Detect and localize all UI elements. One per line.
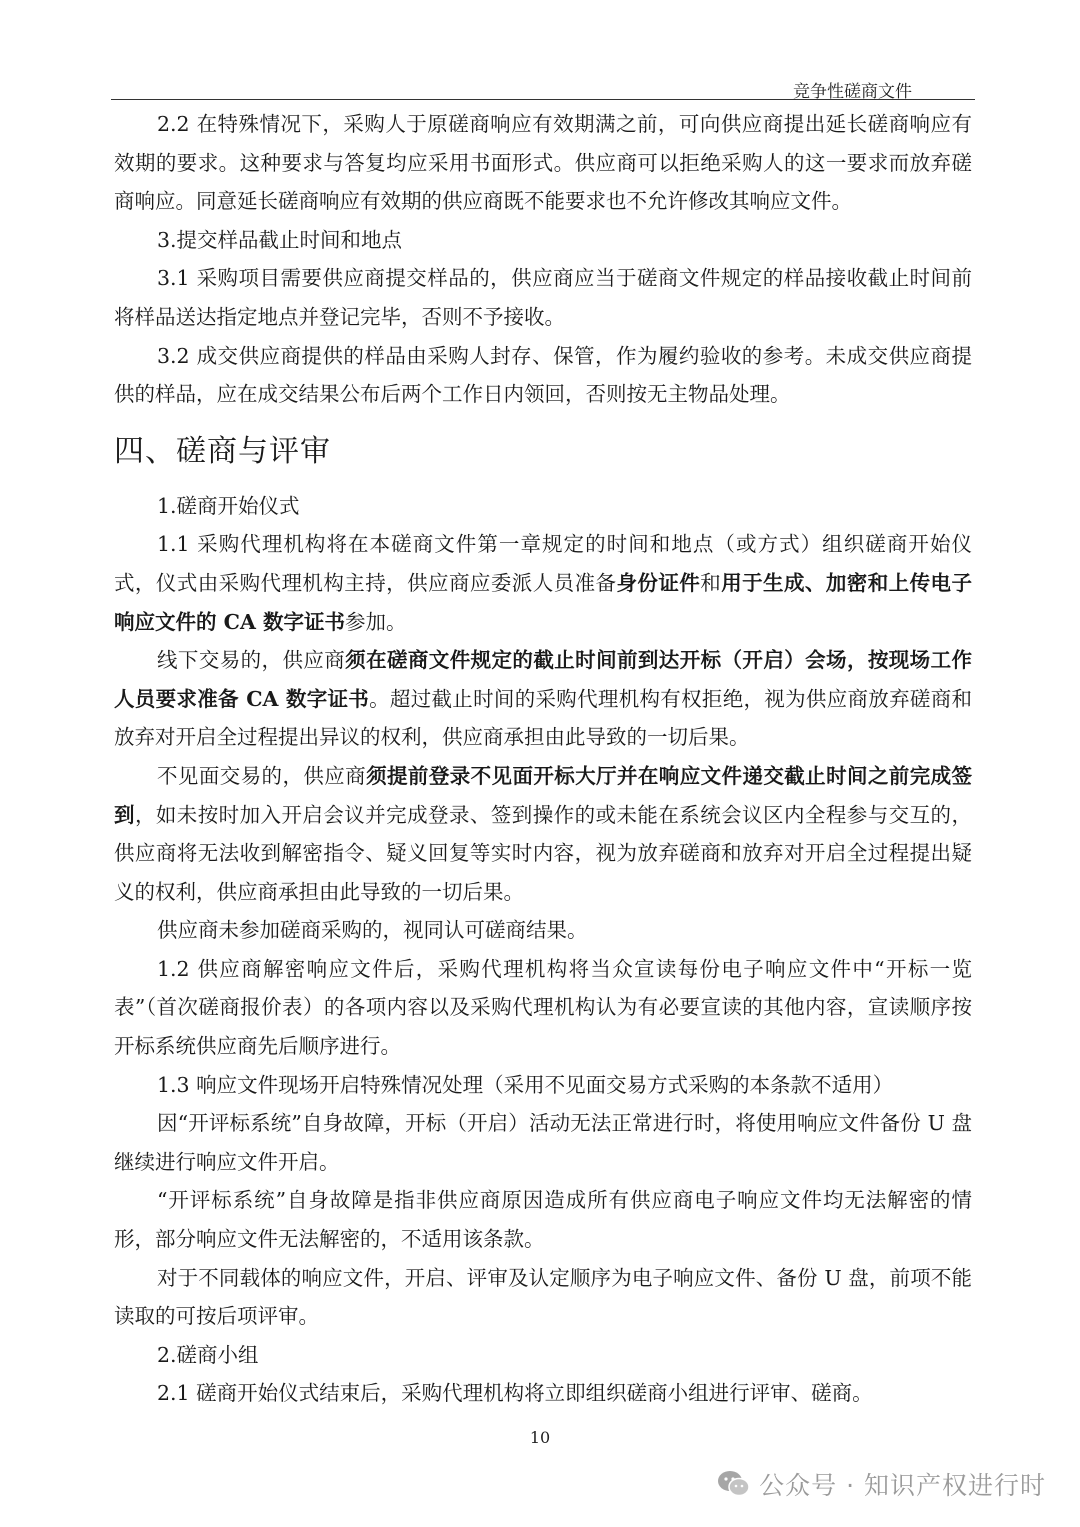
page-number: 10 xyxy=(529,1428,551,1447)
paragraph xyxy=(114,259,972,336)
paragraph xyxy=(114,757,972,911)
wechat-icon xyxy=(717,1469,751,1499)
paragraph xyxy=(114,641,972,757)
text-run: 线下交易的，供应商 xyxy=(157,648,346,673)
header-rule xyxy=(111,99,975,100)
text-run: ，如未按时加入开启会议并完成登录、签到操作的或未能在系统会议区内全程参与交互的，供应商将无法收到解密指令、疑义回复等实时内容，视为放弃磋商和放弃对开启全过程提出疑义的权利，供应商承担由此导致的一切后果。 xyxy=(114,802,972,904)
paragraph xyxy=(114,1181,972,1258)
paragraph xyxy=(114,487,972,526)
paragraph xyxy=(114,105,972,221)
text-run: 对于不同载体的响应文件，开启、评审及认定顺序为电子响应文件、备份 U 盘，前项不能读取的可按后项评审。 xyxy=(114,1265,972,1329)
section-title: 四、磋商与评审 xyxy=(114,433,331,469)
running-header: 竞争性磋商文件 xyxy=(793,82,912,102)
text-run: 2.1 磋商开始仪式结束后，采购代理机构将立即组织磋商小组进行评审、磋商。 xyxy=(157,1381,873,1406)
paragraph-group-before xyxy=(114,105,972,414)
text-run: 供应商未参加磋商采购的，视同认可磋商结果。 xyxy=(157,918,588,943)
bold-text: 须在磋商文件规定的截止时间前到达开标（开启）会场，按现场工作人员要求准备 CA 数字证书 xyxy=(114,648,972,711)
text-run: 1.磋商开始仪式 xyxy=(157,493,300,518)
paragraph xyxy=(114,337,972,414)
watermark-text: 公众号 · 知识产权进行时 xyxy=(759,1471,1046,1500)
text-run: “开评标系统”自身故障是指非供应商原因造成所有供应商电子响应文件均无法解密的情形，部分响应文件无法解密的，不适用该条款。 xyxy=(114,1188,972,1252)
text-run: 3.提交样品截止时间和地点 xyxy=(157,227,403,252)
text-run: 和 xyxy=(700,570,722,595)
watermark xyxy=(717,1464,1046,1504)
text-run: 参加。 xyxy=(345,609,407,634)
text-run: 因“开评标系统”自身故障，开标（开启）活动无法正常进行时，将使用响应文件备份 U 盘继续进行响应文件开启。 xyxy=(114,1111,972,1174)
paragraph xyxy=(114,1374,972,1413)
text-run: 3.2 成交供应商提供的样品由采购人封存、保管，作为履约验收的参考。未成交供应商提供的样品，应在成交结果公布后两个工作日内领回，否则按无主物品处理。 xyxy=(114,343,972,407)
paragraph-group-after xyxy=(114,487,972,1413)
text-run: 1.3 响应文件现场开启特殊情况处理（采用不见面交易方式采购的本条款不适用） xyxy=(157,1072,894,1097)
text-run: 2.磋商小组 xyxy=(157,1342,259,1367)
text-run: 1.1 采购代理机构将在本磋商文件第一章规定的时间和地点（或方式）组织磋商开始仪式，仪式由采购代理机构主持，供应商应委派人员准备 xyxy=(114,532,972,595)
text-run: 。超过截止时间的采购代理机构有权拒绝，视为供应商放弃磋商和放弃对开启全过程提出异议的权利，供应商承担由此导致的一切后果。 xyxy=(114,686,973,750)
page-body xyxy=(114,105,972,1413)
paragraph xyxy=(114,221,972,260)
paragraph xyxy=(114,1259,972,1336)
paragraph xyxy=(114,950,972,1066)
paragraph xyxy=(114,525,972,641)
text-run: 不见面交易的，供应商 xyxy=(157,763,367,788)
bold-text: 须提前登录不见面开标大厅并在响应文件递交截止时间之前完成签到 xyxy=(114,763,973,827)
paragraph xyxy=(114,911,972,950)
paragraph xyxy=(114,1066,972,1105)
text-run: 3.1 采购项目需要供应商提交样品的，供应商应当于磋商文件规定的样品接收截止时间前将样品送达指定地点并登记完毕，否则不予接收。 xyxy=(114,266,972,329)
text-run: 1.2 供应商解密响应文件后，采购代理机构将当众宣读每份电子响应文件中“开标一览表”（首次磋商报价表）的各项内容以及采购代理机构认为有必要宣读的其他内容，宣读顺序按开标系统供应商先后顺序进行。 xyxy=(114,956,972,1059)
paragraph xyxy=(114,1104,972,1181)
text-run: 2.2 在特殊情况下，采购人于原磋商响应有效期满之前，可向供应商提出延长磋商响应有效期的要求。这种要求与答复均应采用书面形式。供应商可以拒绝采购人的这一要求而放弃磋商响应。同意延长磋商响应有效期的供应商既不能要求也不允许修改其响应文件。 xyxy=(114,112,972,214)
bold-text: 用于生成、加密和上传电子响应文件的 CA 数字证书 xyxy=(114,570,972,634)
bold-text: 身份证件 xyxy=(616,570,701,595)
paragraph xyxy=(114,1336,972,1375)
